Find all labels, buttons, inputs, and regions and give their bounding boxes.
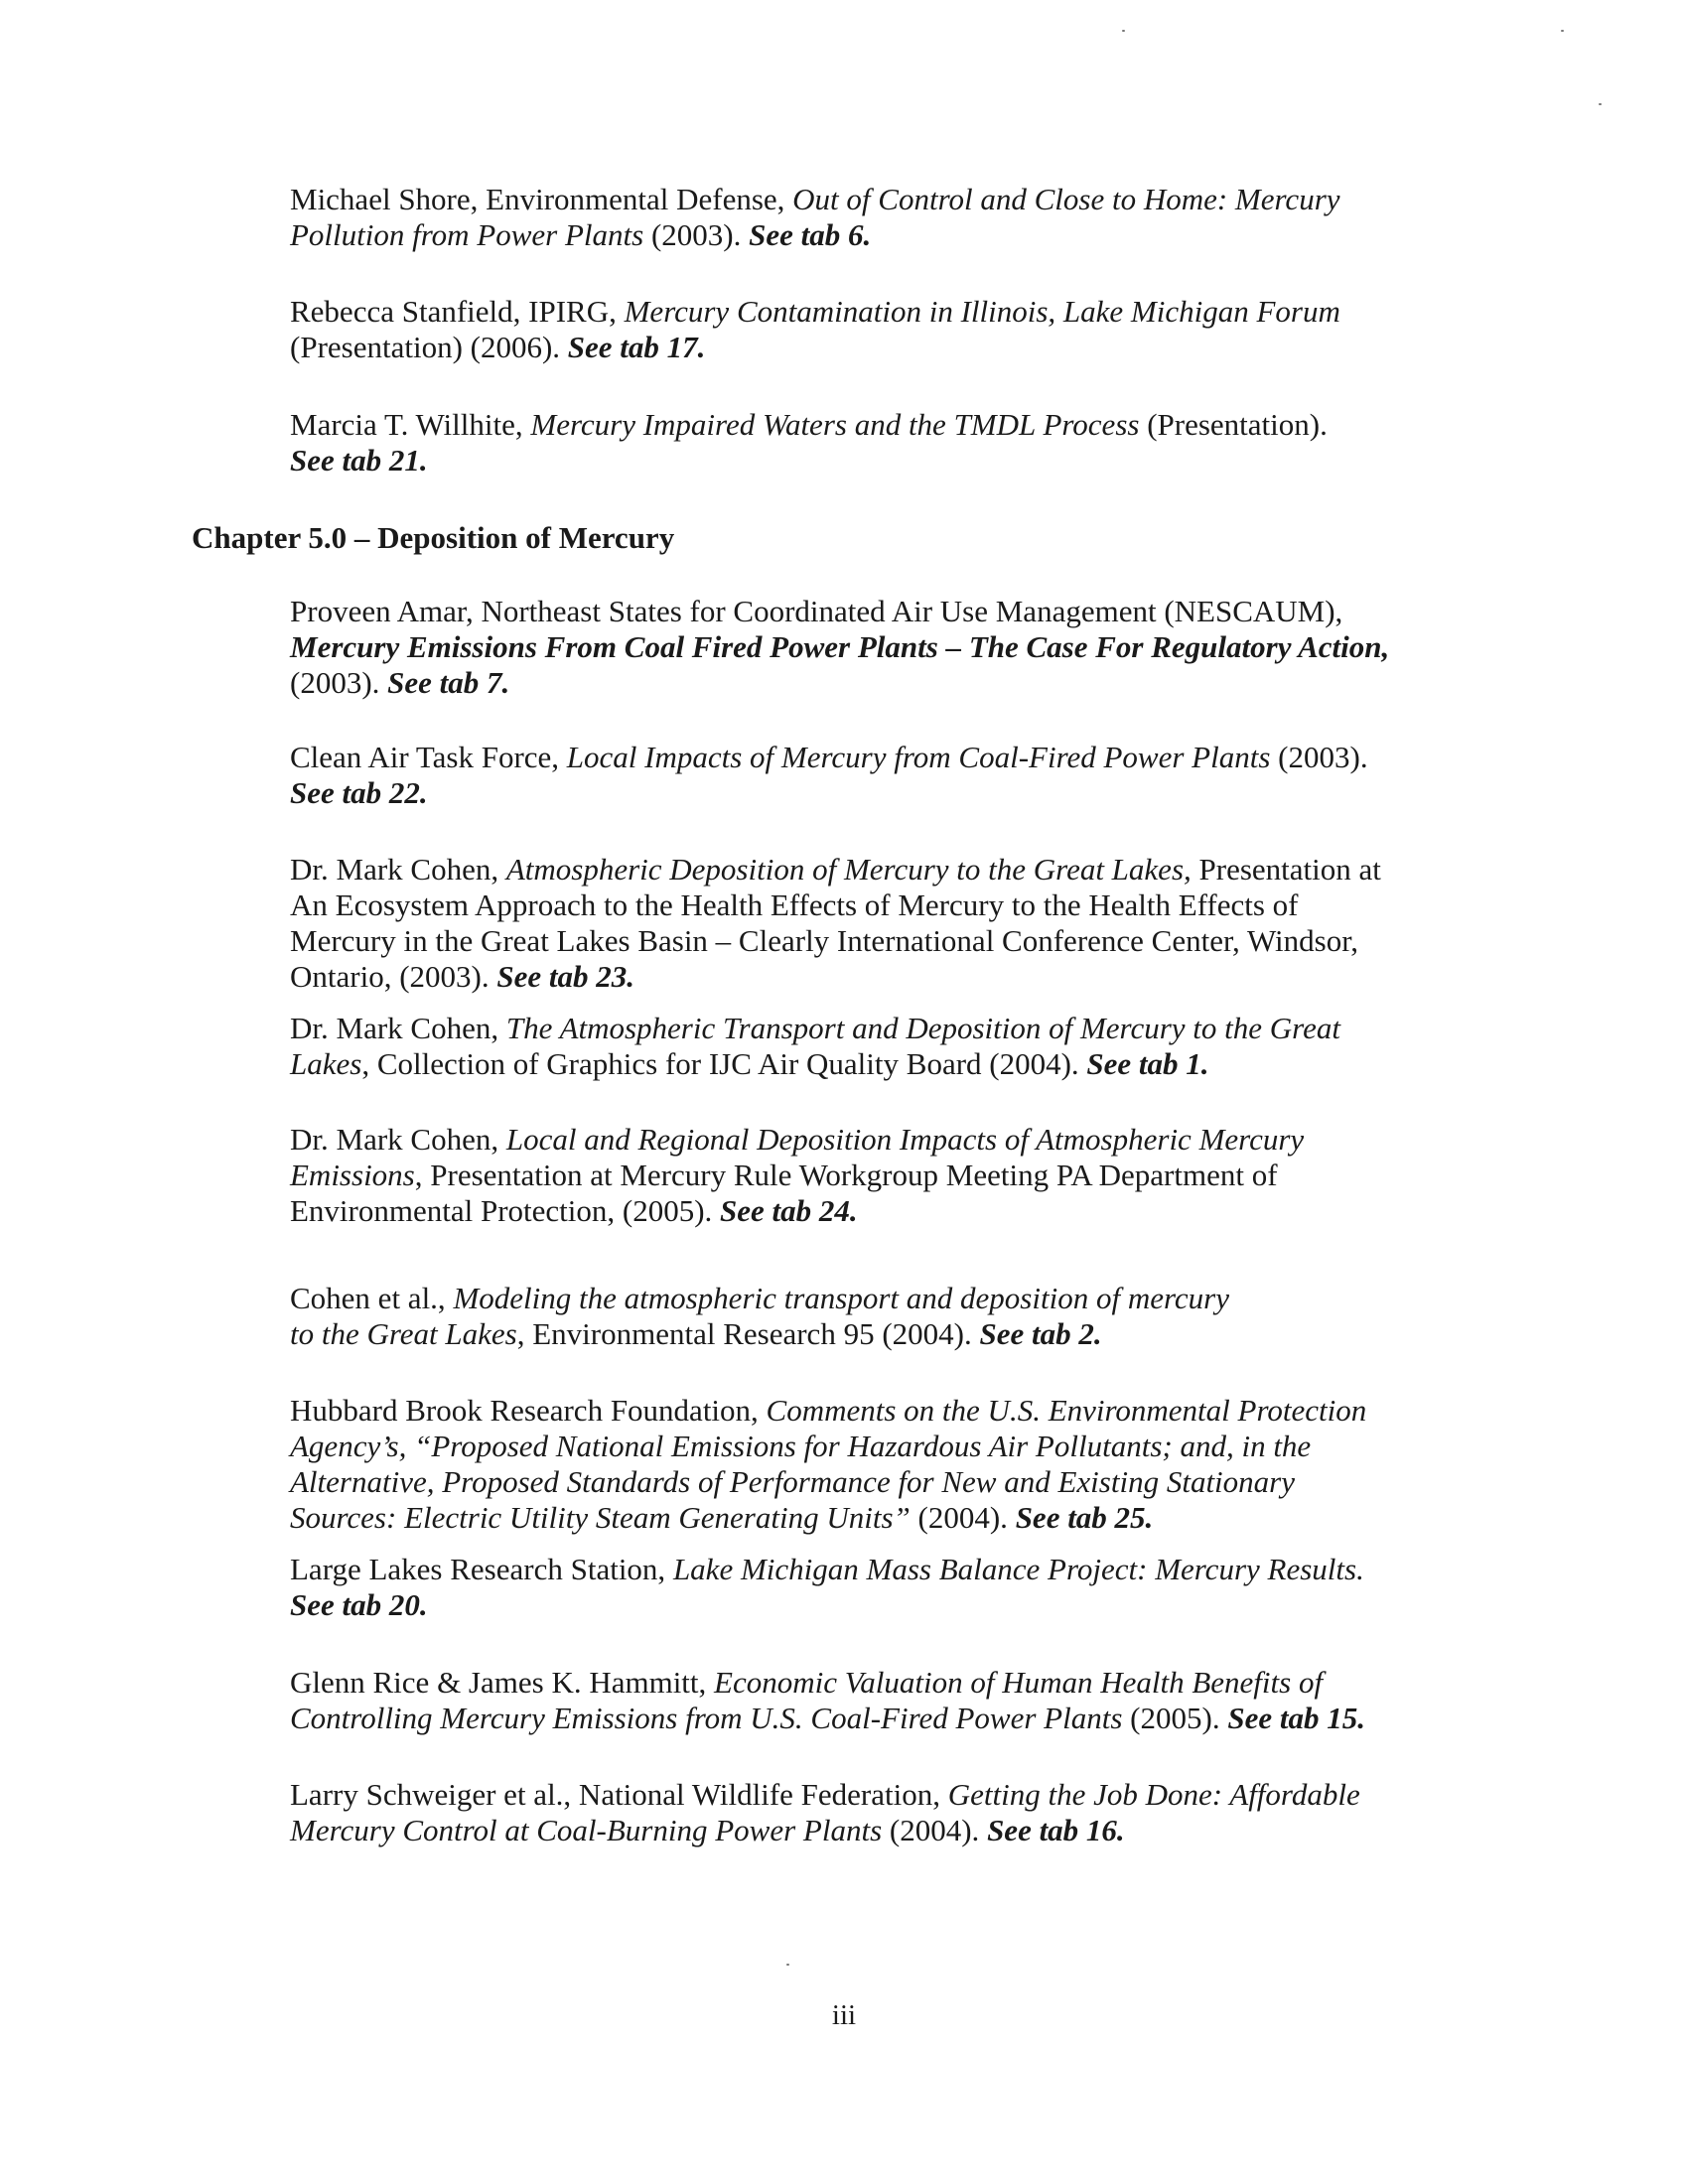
reference-text: Clean Air Task Force, [290,740,567,774]
reference-line [290,594,1481,629]
reference-line [290,923,1481,959]
reference-text: (2004). [882,1813,988,1847]
reference-title: Modeling the atmospheric transport and deposition of mercury [453,1281,1229,1315]
reference-text: Mercury in the Great Lakes Basin – Clearly International Conference Center, Windsor, [290,923,1359,958]
reference-title: to the Great Lakes [290,1316,517,1351]
scan-speck [1561,30,1564,32]
reference-title: Lakes [290,1046,362,1081]
reference-title: Comments on the U.S. Environmental Protection [766,1393,1367,1428]
reference-entry [290,1393,1481,1536]
reference-title: Lake Michigan Mass Balance Project: Mercury Results. [672,1552,1364,1586]
reference-line [290,1011,1481,1046]
reference-entry [290,852,1481,995]
reference-text: , Presentation at Mercury Rule Workgroup Meeting PA Department of [414,1158,1278,1192]
reference-text: Dr. Mark Cohen, [290,1122,506,1157]
see-tab-reference: See tab 22. [290,775,428,810]
reference-line [290,217,1481,253]
reference-line [290,294,1481,330]
reference-line [290,1587,1481,1623]
reference-line [290,959,1481,995]
reference-text: Dr. Mark Cohen, [290,1011,506,1045]
reference-text: Hubbard Brook Research Foundation, [290,1393,767,1428]
see-tab-reference: See tab 21. [290,443,428,478]
reference-line [290,1464,1481,1500]
reference-line [290,1777,1481,1813]
reference-text: (Presentation). [1139,407,1328,442]
reference-text: (2003). [290,665,388,700]
reference-title: Alternative, Proposed Standards of Performance for New and Existing Stationary [290,1464,1295,1499]
reference-text: Dr. Mark Cohen, [290,852,506,887]
reference-line [290,1281,1481,1316]
reference-text: Large Lakes Research Station, [290,1552,673,1586]
reference-text: (2003). [1270,740,1368,774]
see-tab-reference: See tab 2. [979,1316,1102,1351]
see-tab-reference: See tab 20. [290,1587,428,1622]
reference-line [290,407,1481,443]
reference-text: Environmental Protection, (2005). [290,1193,721,1228]
reference-entry [290,1777,1481,1848]
reference-text: An Ecosystem Approach to the Health Effects of Mercury to the Health Effects of [290,887,1299,922]
reference-line [290,1701,1481,1736]
reference-line [290,330,1481,365]
reference-title: The Atmospheric Transport and Deposition of Mercury to the Great [505,1011,1340,1045]
reference-line [290,665,1481,701]
reference-entry [290,182,1481,253]
reference-line [290,1500,1481,1536]
reference-title: Emissions [290,1158,415,1192]
reference-line [290,1122,1481,1158]
reference-text: (2005). [1122,1701,1228,1735]
see-tab-reference: See tab 23. [496,959,634,994]
see-tab-reference: See tab 6. [749,217,872,252]
reference-line [290,629,1481,665]
reference-text: Cohen et al., [290,1281,454,1315]
reference-title: Out of Control and Close to Home: Mercury [792,182,1340,216]
see-tab-reference: See tab 16. [987,1813,1125,1847]
reference-text: Michael Shore, Environmental Defense, [290,182,793,216]
reference-line [290,1429,1481,1464]
reference-line [290,1552,1481,1587]
reference-entry [290,1665,1481,1736]
see-tab-reference: See tab 17. [567,330,706,364]
reference-title: Economic Valuation of Human Health Benefits of [714,1665,1324,1700]
reference-line [290,1193,1481,1229]
reference-title: Sources: Electric Utility Steam Generating Units” [290,1500,911,1535]
reference-entry [290,1122,1481,1229]
chapter-heading: Chapter 5.0 – Deposition of Mercury [192,520,675,555]
reference-text: , Collection of Graphics for IJC Air Quality Board (2004). [361,1046,1087,1081]
reference-entry [290,407,1481,478]
reference-text: (2003). [643,217,750,252]
reference-title: Mercury Contamination in Illinois, Lake Michigan Forum [624,294,1340,329]
reference-line [290,740,1481,775]
reference-line [290,1316,1481,1352]
reference-entry [290,1011,1481,1082]
reference-entry [290,1552,1481,1623]
see-tab-reference: See tab 24. [720,1193,858,1228]
reference-line [290,775,1481,811]
reference-line [290,1046,1481,1082]
reference-line [290,182,1481,217]
reference-title: Mercury Control at Coal-Burning Power Plants [290,1813,883,1847]
reference-line [290,1665,1481,1701]
reference-text: , Environmental Research 95 (2004). [516,1316,980,1351]
scan-speck [1122,30,1125,32]
reference-entry [290,594,1481,701]
reference-text: Glenn Rice & James K. Hammitt, [290,1665,715,1700]
reference-text: Presentation at [1191,852,1381,887]
reference-text: Larry Schweiger et al., National Wildlife Federation, [290,1777,948,1812]
reference-line [290,852,1481,887]
reference-text: (Presentation) (2006). [290,330,568,364]
reference-title: Controlling Mercury Emissions from U.S. Coal-Fired Power Plants [290,1701,1123,1735]
reference-title: Agency’s, “Proposed National Emissions for Hazardous Air Pollutants; and, in the [290,1429,1312,1463]
reference-title: Mercury Impaired Waters and the TMDL Process [530,407,1140,442]
see-tab-reference: See tab 1. [1086,1046,1209,1081]
see-tab-reference: See tab 25. [1015,1500,1154,1535]
reference-line [290,1158,1481,1193]
reference-line [290,1393,1481,1429]
reference-line [290,1813,1481,1848]
reference-title: Local and Regional Deposition Impacts of Atmospheric Mercury [505,1122,1305,1157]
reference-text: Proveen Amar, Northeast States for Coordinated Air Use Management (NESCAUM), [290,594,1343,628]
reference-title: Pollution from Power Plants [290,217,644,252]
reference-title: Atmospheric Deposition of Mercury to the Great Lakes, [505,852,1192,887]
reference-line [290,443,1481,478]
scan-speck [786,1964,789,1966]
see-tab-reference: See tab 15. [1227,1701,1365,1735]
reference-text: Rebecca Stanfield, IPIRG, [290,294,625,329]
reference-text: Marcia T. Willhite, [290,407,531,442]
see-tab-reference: See tab 7. [387,665,510,700]
reference-title: Local Impacts of Mercury from Coal-Fired Power Plants [566,740,1271,774]
see-tab-reference: Mercury Emissions From Coal Fired Power Plants – The Case For Regulatory Action, [290,629,1390,664]
page-number: iii [831,1999,857,2031]
reference-text: (2004). [910,1500,1016,1535]
reference-entry [290,294,1481,365]
scan-speck [1599,103,1602,105]
reference-text: Ontario, (2003). [290,959,497,994]
reference-line [290,887,1481,923]
reference-entry [290,1281,1481,1352]
reference-entry [290,740,1481,811]
reference-title: Getting the Job Done: Affordable [947,1777,1360,1812]
